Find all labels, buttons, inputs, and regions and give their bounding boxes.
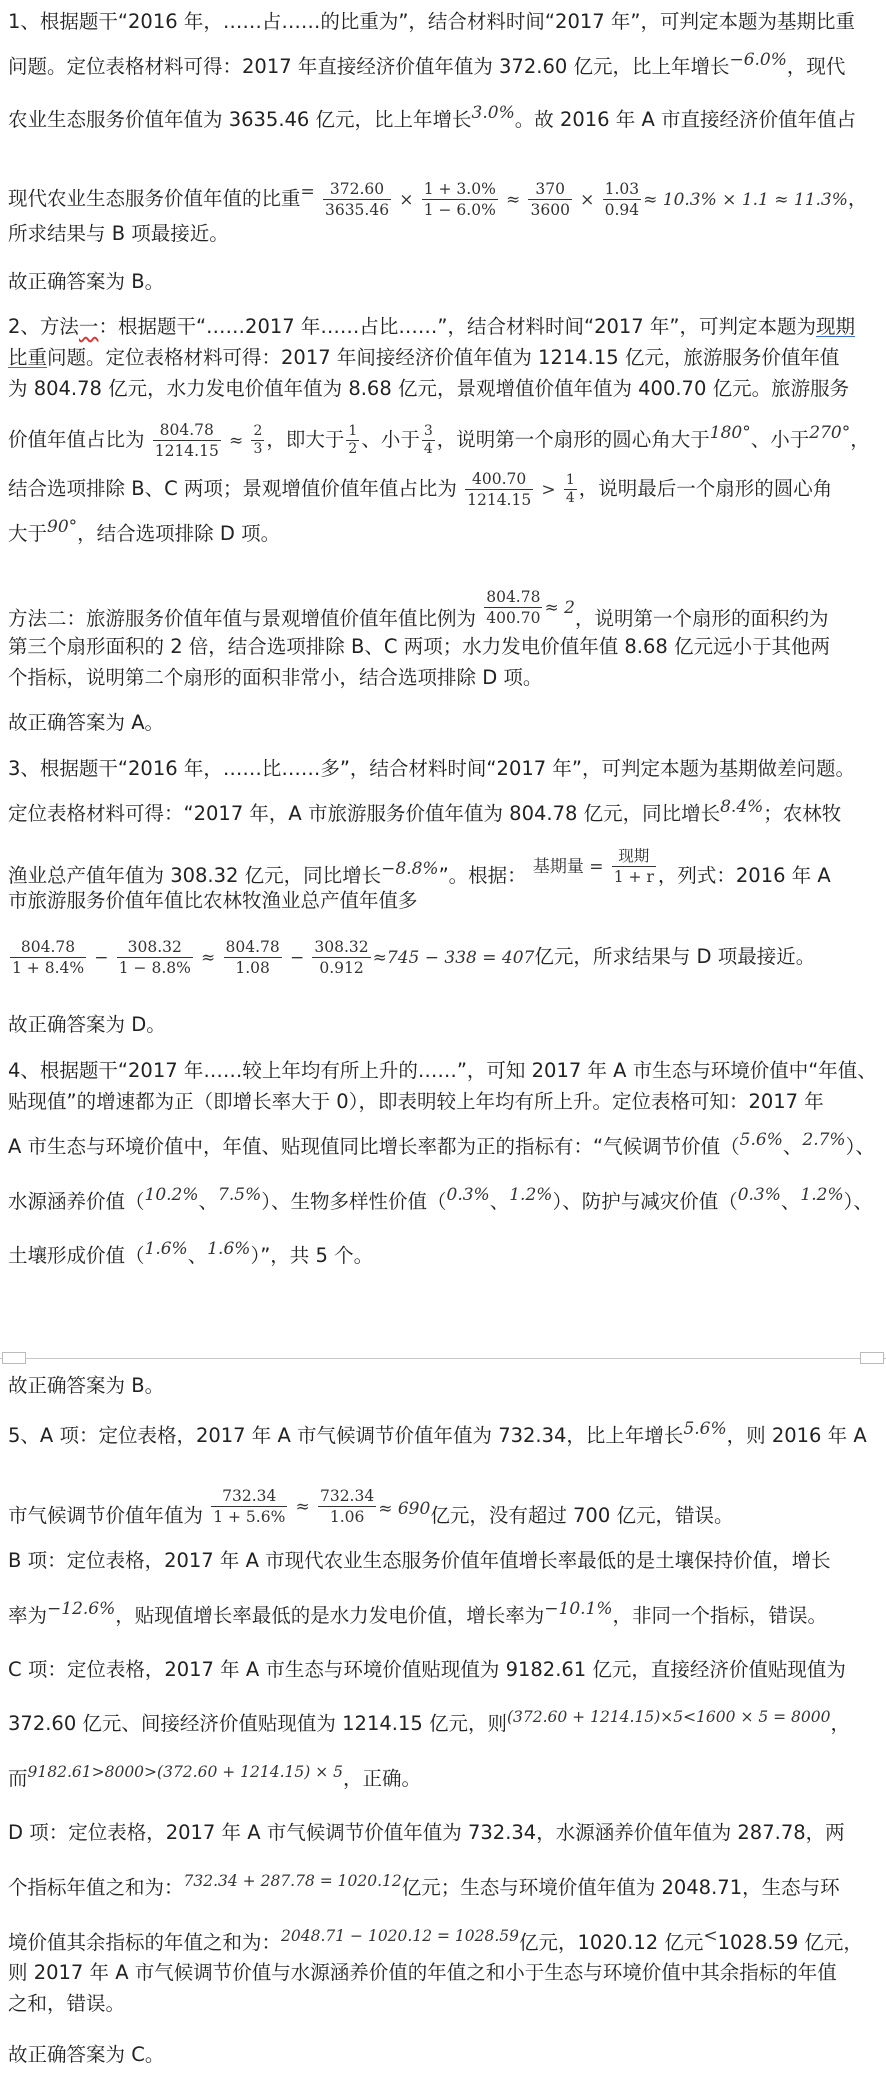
text-line [8,888,418,914]
math-value: 90° [47,517,78,537]
text: 之和，错误。 [8,1992,126,2015]
answer-text: 故正确答案为 B。 [8,270,165,293]
text: ）、 [845,1135,875,1158]
text-line [8,517,281,548]
text: ，说明最后一个扇形的圆心角 [578,477,833,500]
text: ，说明第一个扇形的面积约为 [574,607,829,630]
text: 。故 2016 年 A 市直接经济价值年值占 [514,108,857,131]
text: B 项：定位表格，2017 年 A 市现代农业生态服务价值年值增长率最低的是土壤保持价值，增长 [8,1549,831,1572]
text-line [8,1419,867,1450]
text: 3、根据题干“2016 年，……比……多”，结合材料时间“2017 年”，可判定本题为基期做差问题。 [8,757,855,780]
text: ，非同一个指标，错误。 [612,1604,828,1627]
text-line [8,1130,875,1161]
text-line [8,1089,824,1115]
text: 结合选项排除 B、C 两项；景观增值价值年值占比为 [8,477,457,500]
text: 市旅游服务价值年值比农林牧渔业总产值年值多 [8,889,418,912]
fraction: $\frac{804.78}{400.70}$ [486,588,541,627]
math-value: 1.6% [207,1239,251,1259]
text: 1028.59 亿元， [717,1931,863,1954]
text: ：根据题干“……2017 年……占比……”，结合材料时间“2017 年”，可判定本题为 [98,315,816,338]
math-value: 8.4% [720,797,764,817]
math-operator: − [289,948,305,968]
math-value: 5.6% [739,1130,783,1150]
math-operator: = [300,182,315,202]
text-line [8,1991,125,2017]
text: ）、 [843,1190,873,1213]
text: 率为 [8,1604,48,1627]
answer-line [8,710,164,736]
math-value: 270° [809,423,851,443]
formula-label: 基期量 = [532,857,604,877]
text-line [8,1548,831,1574]
math-expression: ≈ 10.3% × 1.1 ≈ 11.3% [643,190,848,210]
math-value: −6.0% [729,50,787,70]
text: A 市生态与环境价值中，年值、贴现值同比增长率都为正的指标有：“气候调节价值（ [8,1135,740,1158]
math-operator: ≈ [229,431,244,451]
math-value: 2.7% [802,1130,846,1150]
text-line [8,1708,851,1738]
text: 而 [8,1767,28,1790]
text: 方法二：旅游服务价值年值与景观增值价值年值比例为 [8,607,477,630]
fraction: $\frac{732.34}{1 + 5.6\%}$ [213,1487,286,1526]
math-value: 7.5% [218,1185,262,1205]
math-value: −10.1% [544,1599,613,1619]
math-expression: (372.60 + 1214.15)×5<1600 × 5 = 8000 [506,1708,831,1726]
underlined-text: 比重 [8,346,48,369]
text: ，结合选项排除 D 项。 [77,522,281,545]
text-line [8,1239,374,1270]
text: ，现代 [786,55,846,78]
fraction: $\frac{1}{2}$ [348,423,358,457]
text: 渔业总产值年值为 308.32 亿元，同比增长 [8,864,382,887]
fraction: $\frac{2}{3}$ [253,423,263,457]
math-value: −8.8% [381,859,439,879]
fraction: $\frac{372.60}{3635.46}$ [324,180,390,219]
text: ，列式：2016 年 A [657,864,831,887]
text: ”。根据： [438,864,527,887]
fraction: $\frac{308.32}{1 - 8.8\%}$ [118,938,191,977]
underlined-text: 现期 [816,315,856,338]
text: 个指标年值之和为： [8,1876,184,1899]
text: 大于 [8,522,48,545]
text-line [8,1820,845,1846]
text-line [8,756,855,782]
math-value: 0.3% [737,1185,781,1205]
formula-line [8,938,815,977]
text: ，即大于 [266,428,345,451]
text: 则 2017 年 A 市气候调节价值与水源涵养价值的年值之和小于生态与环境价值中其余指标的年值 [8,1961,837,1984]
text-line [8,103,857,134]
answer-line [8,269,164,295]
math-value: 1.2% [509,1185,553,1205]
math-expression: 732.34 + 287.78 = 1020.12 [183,1872,402,1890]
answer-line [8,2042,164,2068]
math-expression: ≈ 690 [378,1499,431,1519]
math-value: 5.6% [683,1419,727,1439]
answer-text: 故正确答案为 D。 [8,1013,166,1036]
formula-line [8,180,867,219]
math-operator: > [541,480,556,500]
text: 亿元；生态与环境价值年值为 2048.71，生态与环 [401,1876,840,1899]
text-line [8,665,542,691]
text: 亿元，没有超过 700 亿元，错误。 [430,1504,734,1527]
text-line [8,1599,828,1630]
math-operator: − [94,948,109,968]
math-operator: ≈ [295,1497,310,1517]
text-line [8,345,839,371]
answer-text: 故正确答案为 C。 [8,2043,165,2066]
text: D 项：定位表格，2017 年 A 市气候调节价值年值为 732.34，水源涵养价值年值为 287.78，两 [8,1821,845,1844]
text: 、 [489,1190,510,1213]
text: 土壤形成价值（ [8,1244,145,1267]
text: 问题。定位表格材料可得：2017 年间接经济价值年值为 1214.15 亿元，旅游服务价值年值 [47,346,840,369]
text: 第三个扇形面积的 2 倍，结合选项排除 B、C 两项；水力发电价值年值 8.68 亿元远小于其他两 [8,635,831,658]
fraction: $\frac{370}{3600}$ [530,180,570,219]
math-operator: ≈ [201,948,216,968]
text: 价值年值占比为 [8,428,145,451]
text-line [8,50,846,81]
text: 4、根据题干“2017 年……较上年均有所上升的……”，可知 2017 年 A 市生态与环境价值中“年值、 [8,1059,877,1082]
math-value: 180° [709,423,751,443]
text-line [8,1185,873,1216]
text: ）”，共 5 个。 [250,1244,374,1267]
math-value: 3.0% [471,103,515,123]
page-break-marker-right [860,1352,884,1364]
text: ， [847,187,868,210]
fraction: $\frac{308.32}{0.912}$ [314,938,369,977]
text: 问题。定位表格材料可得：2017 年直接经济价值年值为 372.60 亿元，比上年增长 [8,55,730,78]
math-expression: ≈745 − 338 = 407 [372,948,535,968]
text: ，则 2016 年 A [726,1424,867,1447]
text: 所求结果与 B 项最接近。 [8,222,229,245]
math-operator: < [703,1926,718,1946]
text: 、小于 [361,428,420,451]
text-line [8,9,855,35]
math-operator: × [399,190,414,210]
fraction: $\frac{804.78}{1214.15}$ [154,421,219,460]
fraction: $\frac{804.78}{1.08}$ [225,938,280,977]
text: 亿元，1020.12 亿元 [519,1931,704,1954]
text: ，正确。 [343,1767,422,1790]
answer-line [8,1373,164,1399]
text-line [8,1657,846,1683]
math-value: 1.6% [144,1239,188,1259]
math-operator: × [580,190,595,210]
text-line [8,1960,837,1986]
fraction: $\frac{732.34}{1.06}$ [319,1487,375,1526]
text: 贴现值”的增速都为正（即增长率大于 0），即表明较上年均有所上升。定位表格可知：2017 年 [8,1090,824,1113]
math-value: −12.6% [47,1599,116,1619]
fraction: $\frac{1}{4}$ [565,472,575,506]
text: 5、A 项：定位表格，2017 年 A 市气候调节价值年值为 732.34，比上年增长 [8,1424,684,1447]
text: 、 [198,1190,219,1213]
text: 1、根据题干“2016 年，……占……的比重为”，结合材料时间“2017 年”，可判定本题为基期比重 [8,10,855,33]
text: 为 804.78 亿元，水力发电价值年值为 8.68 亿元，景观增值价值年值为 400.70 亿元。旅游服务 [8,377,850,400]
math-expression: 2048.71 − 1020.12 = 1028.59 [281,1927,519,1945]
formula-line [8,1487,734,1536]
text-line [8,797,842,828]
text-line [8,1872,840,1902]
math-operator: ≈ [506,190,521,210]
text: 水源涵养价值（ [8,1190,145,1213]
text-line [8,1926,863,1957]
answer-text: 故正确答案为 A。 [8,711,165,734]
math-expression: ≈ 2 [544,598,575,618]
text: 2、方法 [8,315,79,338]
fraction: $\frac{\text{现期}}{1 + r}$ [613,847,654,886]
formula-line [8,470,832,509]
fraction: $\frac{1.03}{0.94}$ [604,180,640,219]
text-line [8,221,229,247]
fraction: $\frac{400.70}{1214.15}$ [467,470,532,509]
text: 、 [782,1135,803,1158]
text-line [8,634,830,660]
answer-text: 故正确答案为 B。 [8,1374,165,1397]
text: 、 [780,1190,801,1213]
text: 市气候调节价值年值为 [8,1504,204,1527]
answer-line [8,1012,166,1038]
text: 个指标，说明第二个扇形的面积非常小，结合选项排除 D 项。 [8,666,543,689]
text: 现代农业生态服务价值年值的比重 [8,187,301,210]
text: ， [830,1712,851,1735]
text: ）、防护与减灾价值（ [552,1190,738,1213]
fraction: $\frac{1 + 3.0\%}{1 - 6.0\%}$ [423,180,496,219]
text: 农业生态服务价值年值为 3635.46 亿元，比上年增长 [8,108,472,131]
text: 亿元，所求结果与 D 项最接近。 [534,945,816,968]
math-value: 0.3% [446,1185,490,1205]
text: 372.60 亿元、间接经济价值贴现值为 1214.15 亿元，则 [8,1712,507,1735]
math-expression: 9182.61>8000>(372.60 + 1214.15) × 5 [27,1763,344,1781]
text: ；农林牧 [763,802,842,825]
text: C 项：定位表格，2017 年 A 市生态与环境价值贴现值为 9182.61 亿元，直接经济价值贴现值为 [8,1658,846,1681]
fraction: $\frac{804.78}{1 + 8.4\%}$ [12,938,85,977]
formula-line [8,421,870,460]
page-break-divider [0,1358,886,1359]
text: 、 [187,1244,208,1267]
text: ，说明第一个扇形的圆心角大于 [436,428,710,451]
text-line [8,1763,422,1793]
text: 定位表格材料可得：“2017 年，A 市旅游服务价值年值为 804.78 亿元，同比增长 [8,802,721,825]
text-line [8,1058,877,1084]
spellcheck-mark: 一 [78,315,99,338]
text: ，贴现值增长率最低的是水力发电价值，增长率为 [115,1604,545,1627]
text: ， [850,428,870,451]
text: 境价值其余指标的年值之和为： [8,1931,282,1954]
text-line [8,376,849,402]
fraction: $\frac{3}{4}$ [423,423,433,457]
text-line [8,314,855,340]
page-break-marker-left [2,1352,26,1364]
math-value: 1.2% [800,1185,844,1205]
text: 、小于 [750,428,810,451]
math-value: 10.2% [144,1185,199,1205]
text: ）、生物多样性价值（ [261,1190,447,1213]
